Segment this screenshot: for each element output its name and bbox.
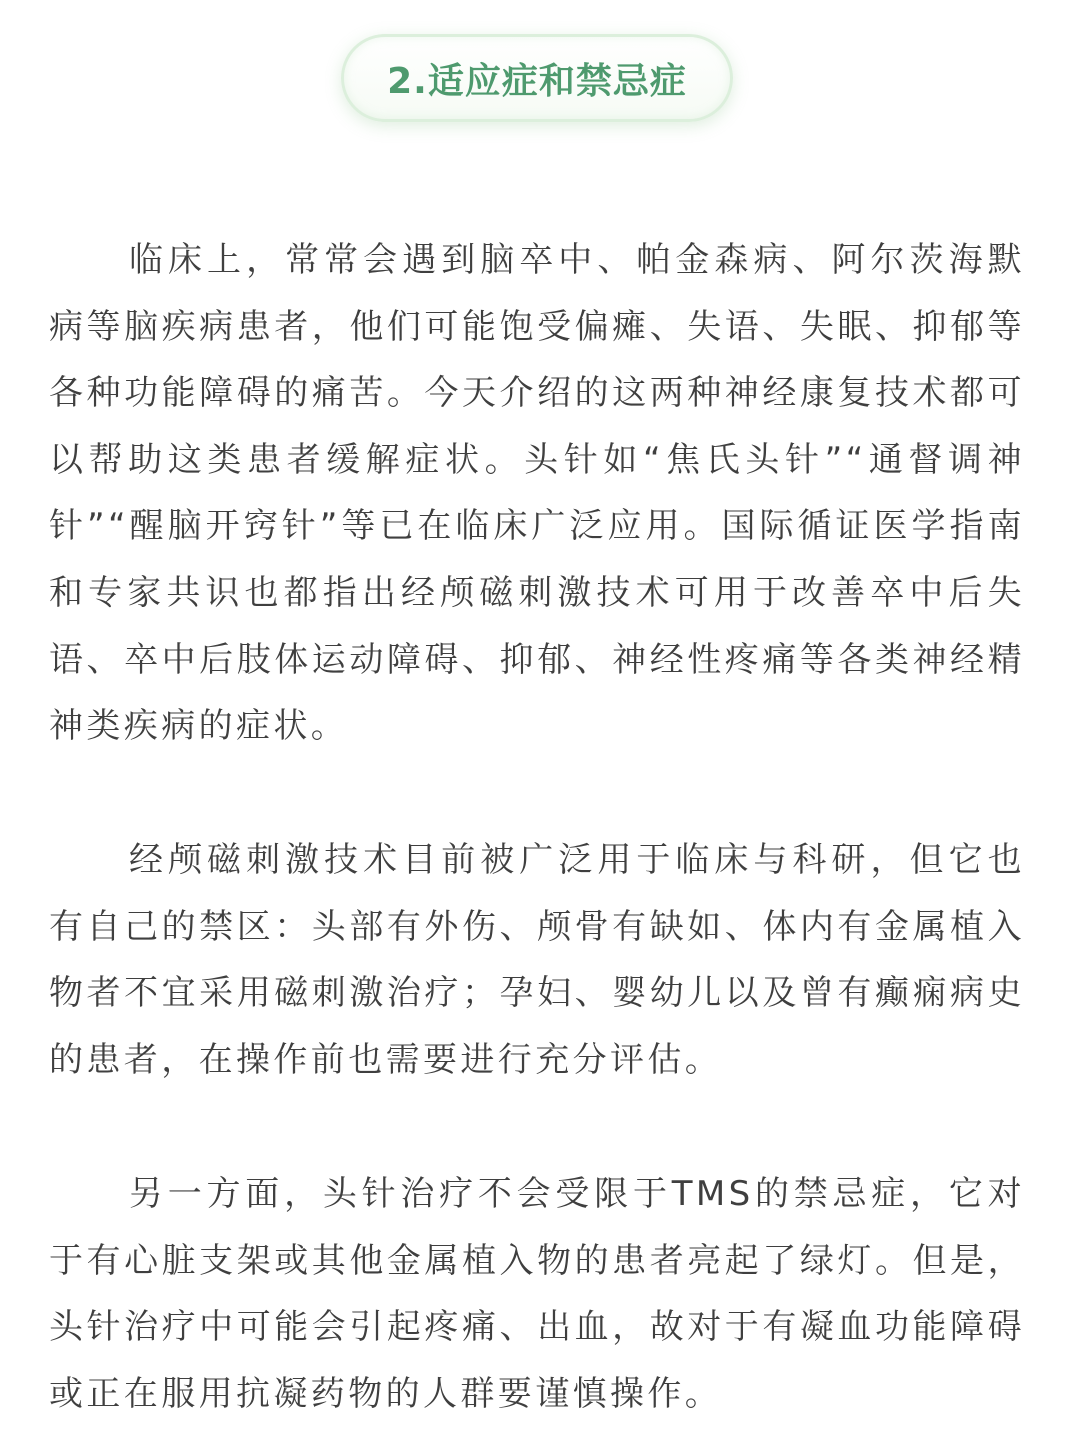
section-heading-pill bbox=[341, 34, 733, 122]
paragraph-scalp-acupuncture-contraindications: 另一方面，头针治疗不会受限于TMS的禁忌症，它对于有心脏支架或其他金属植入物的患者亮起了绿灯。但是，头针治疗中可能会引起疼痛、出血，故对于有凝血功能障碍或正在服用抗凝药物的人群要谨慎操作。 bbox=[49, 1174, 1025, 1414]
paragraph-indications: 临床上，常常会遇到脑卒中、帕金森病、阿尔茨海默病等脑疾病患者，他们可能饱受偏瘫、失语、失眠、抑郁等各种功能障碍的痛苦。今天介绍的这两种神经康复技术都可以帮助这类患者缓解症状。头针如“焦氏头针”“通督调神针”“醒脑开窍针”等已在临床广泛应用。国际循证医学指南和专家共识也都指出经颅磁刺激技术可用于改善卒中后失语、卒中后肢体运动障碍、抑郁、神经性疼痛等各类神经精神类疾病的症状。 bbox=[49, 240, 1025, 747]
section-heading: 2.适应症和禁忌症 bbox=[387, 60, 687, 102]
section-heading-container bbox=[0, 34, 1074, 122]
paragraph-tms-contraindications: 经颅磁刺激技术目前被广泛用于临床与科研，但它也有自己的禁区：头部有外伤、颅骨有缺如、体内有金属植入物者不宜采用磁刺激治疗；孕妇、婴幼儿以及曾有癫痫病史的患者，在操作前也需要进行充分评估。 bbox=[49, 840, 1025, 1080]
